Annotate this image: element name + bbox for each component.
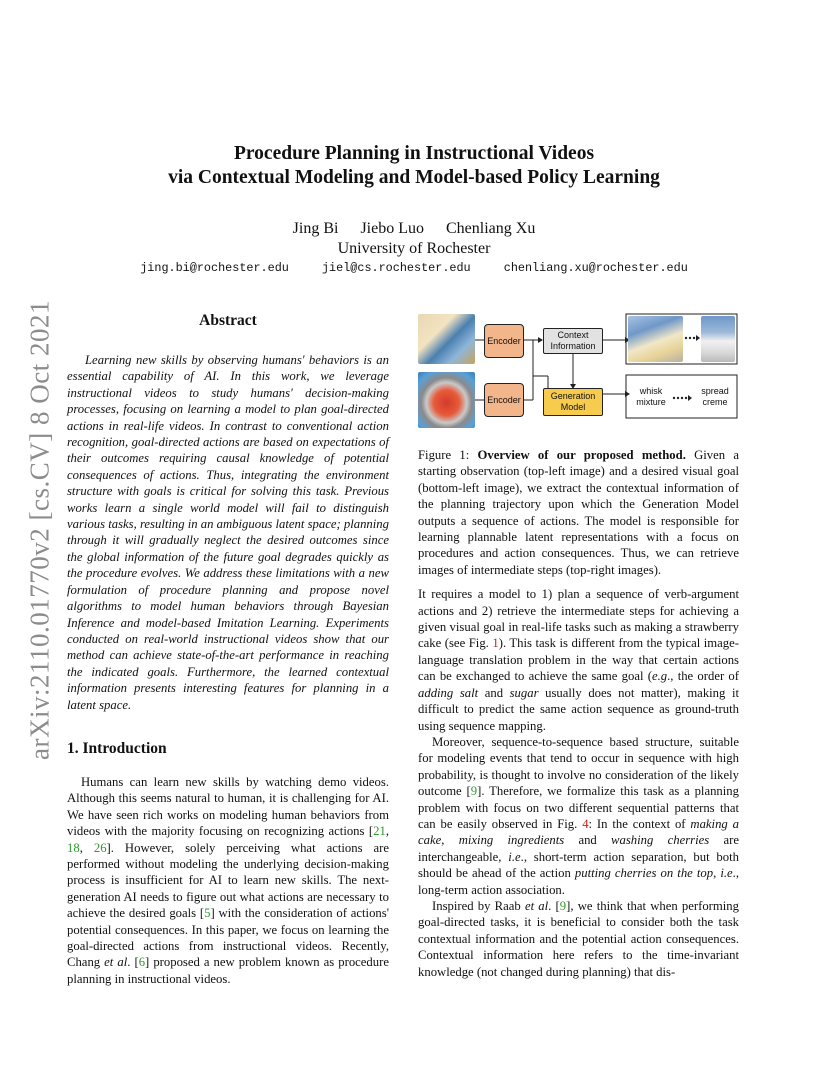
email: jiel@cs.rochester.edu bbox=[321, 261, 471, 275]
citation-link[interactable]: 6 bbox=[138, 955, 146, 970]
author-names bbox=[60, 219, 768, 239]
author-block bbox=[60, 219, 768, 259]
arxiv-stamp: arXiv:2110.01770v2 [cs.CV] 8 Oct 2021 bbox=[24, 300, 55, 760]
abstract-heading: Abstract bbox=[199, 312, 257, 329]
figure-1 bbox=[418, 312, 739, 430]
generation-model-box: Generation Model bbox=[543, 388, 603, 416]
citation-link[interactable]: 9 bbox=[559, 898, 567, 913]
title-line-1: Procedure Planning in Instructional Videos bbox=[233, 143, 595, 164]
abstract-text: Learning new skills by observing humans' behaviors is an essential capability of AI. In this work, we leverage instructional videos to study humans' decision-making processes, focusing on learning a model to plan goal-directed actions in real-life videos. In contrast to conventional action recognition, goal-directed actions are based on expectations of their outcomes requiring causal knowledge of potential consequences of actions. Thus, integrating the environment structure with goals is critical for solving this task. Previous works learn a single world model will fail to distinguish various tasks, resulting in an ambiguous latent space; planning through it will gradually neglect the desired outcomes since the global information of the future goal degrades quickly as the procedure evolves. We address these limitations with a new formulation of procedure planning and propose novel algorithms to model human behaviors through Bayesian Inference and model-based Imitation Learning. Experiments conducted on real-world instructional videos show that our method can achieve state-of-the-art performance in reaching the indicated goals. Furthermore, the learned contextual information presents interesting features for planning in a latent space. bbox=[67, 353, 389, 712]
encoder-top-box: Encoder bbox=[484, 324, 524, 358]
action-label: spread creme bbox=[694, 384, 736, 410]
context-information-box: Context Information bbox=[543, 328, 603, 354]
figure-reference-link[interactable]: 4 bbox=[582, 816, 589, 831]
author-name: Chenliang Xu bbox=[446, 220, 536, 237]
citation-link[interactable]: 9 bbox=[470, 784, 478, 799]
body-paragraph: Moreover, sequence-to-sequence based structure, suitable for modeling events that tend to occur in sequence with high probability, is thought to involve no consideration of the likely outcome [9]. Therefore, we formalize this task as a planning problem with focus on two different sequential patterns that can be easily observed in Fig. 4: In the context of making a cake, mixing ingredients and washing cherries are interchangeable, i.e., short-term action separation, but both should be ahead of the action putting cherries on the top, i.e., long-term action association. bbox=[418, 734, 740, 897]
author-name: Jing Bi bbox=[292, 220, 339, 237]
title-line-2: via Contextual Modeling and Model-based Policy Learning bbox=[168, 167, 660, 188]
left-column bbox=[67, 312, 389, 987]
citation-link[interactable]: 21 bbox=[373, 824, 386, 839]
introduction-heading: 1. Introduction bbox=[67, 739, 167, 757]
citation-link[interactable]: 26 bbox=[93, 840, 107, 855]
affiliation: University of Rochester bbox=[337, 240, 491, 257]
body-paragraph: It requires a model to 1) plan a sequence of verb-argument actions and 2) retrieve the intermediate steps for achieving a given visual goal in real-life tasks such as making a strawberry cake (see Fig. 1). This task is different from the typical image-language translation problem in the way that certain actions can be exchanged to achieve the same goal (e.g., the order of adding salt and sugar usually does not matter), making it difficult to predict the same action sequence as ground-truth using sequence mapping. bbox=[418, 587, 739, 733]
author-name: Jiebo Luo bbox=[360, 220, 424, 237]
encoder-bottom-box: Encoder bbox=[484, 383, 524, 417]
intermediate-step-image bbox=[701, 316, 735, 362]
citation-link[interactable]: 18 bbox=[67, 840, 80, 855]
citation-link[interactable]: 5 bbox=[204, 906, 211, 921]
email: jing.bi@rochester.edu bbox=[140, 261, 289, 275]
intro-paragraph: Humans can learn new skills by watching demo videos. Although this seems natural to human, it is challenging for AI. We have seen rich works on modeling human behaviors from videos with the majority focusing on recognizing actions [21, 18, 26]. However, solely perceiving what actions are performed without modeling the underlying decision-making process is insufficient for AI to learn new skills. The next-generation AI needs to figure out what actions are necessary to achieve the desired goals [5] with the consideration of actions' potential consequences. In this paper, we focus on learning the goal-directed actions from instructional videos. Recently, Chang et al. [6] proposed a new problem known as procedure planning in instructional videos. bbox=[67, 774, 390, 986]
author-emails bbox=[60, 261, 768, 275]
action-label: whisk mixture bbox=[630, 384, 672, 410]
paper-title bbox=[60, 142, 768, 190]
body-paragraph: Inspired by Raab et al. [9], we think that when performing goal-directed tasks, it is beneficial to consider both the task contextual information and the potential action consequences. Contextual information here refers to the time-invariant knowledge (not changed during planning) that dis- bbox=[418, 898, 739, 979]
email: chenliang.xu@rochester.edu bbox=[503, 261, 688, 275]
right-column bbox=[418, 312, 739, 980]
intermediate-step-image bbox=[628, 316, 683, 362]
figure-reference-link[interactable]: 1 bbox=[492, 636, 499, 651]
figure-caption: Figure 1: Overview of our proposed method. Given a starting observation (top-left image) and a desired visual goal (bottom-left image), we extract the contextual information of the planning trajectory upon which the Generation Model outputs a sequence of actions. The model is responsible for learning plannable latent representations with a focus on procedures and action consequences. Thus, we can retrieve images of intermediate steps (top-right images). bbox=[418, 448, 740, 577]
